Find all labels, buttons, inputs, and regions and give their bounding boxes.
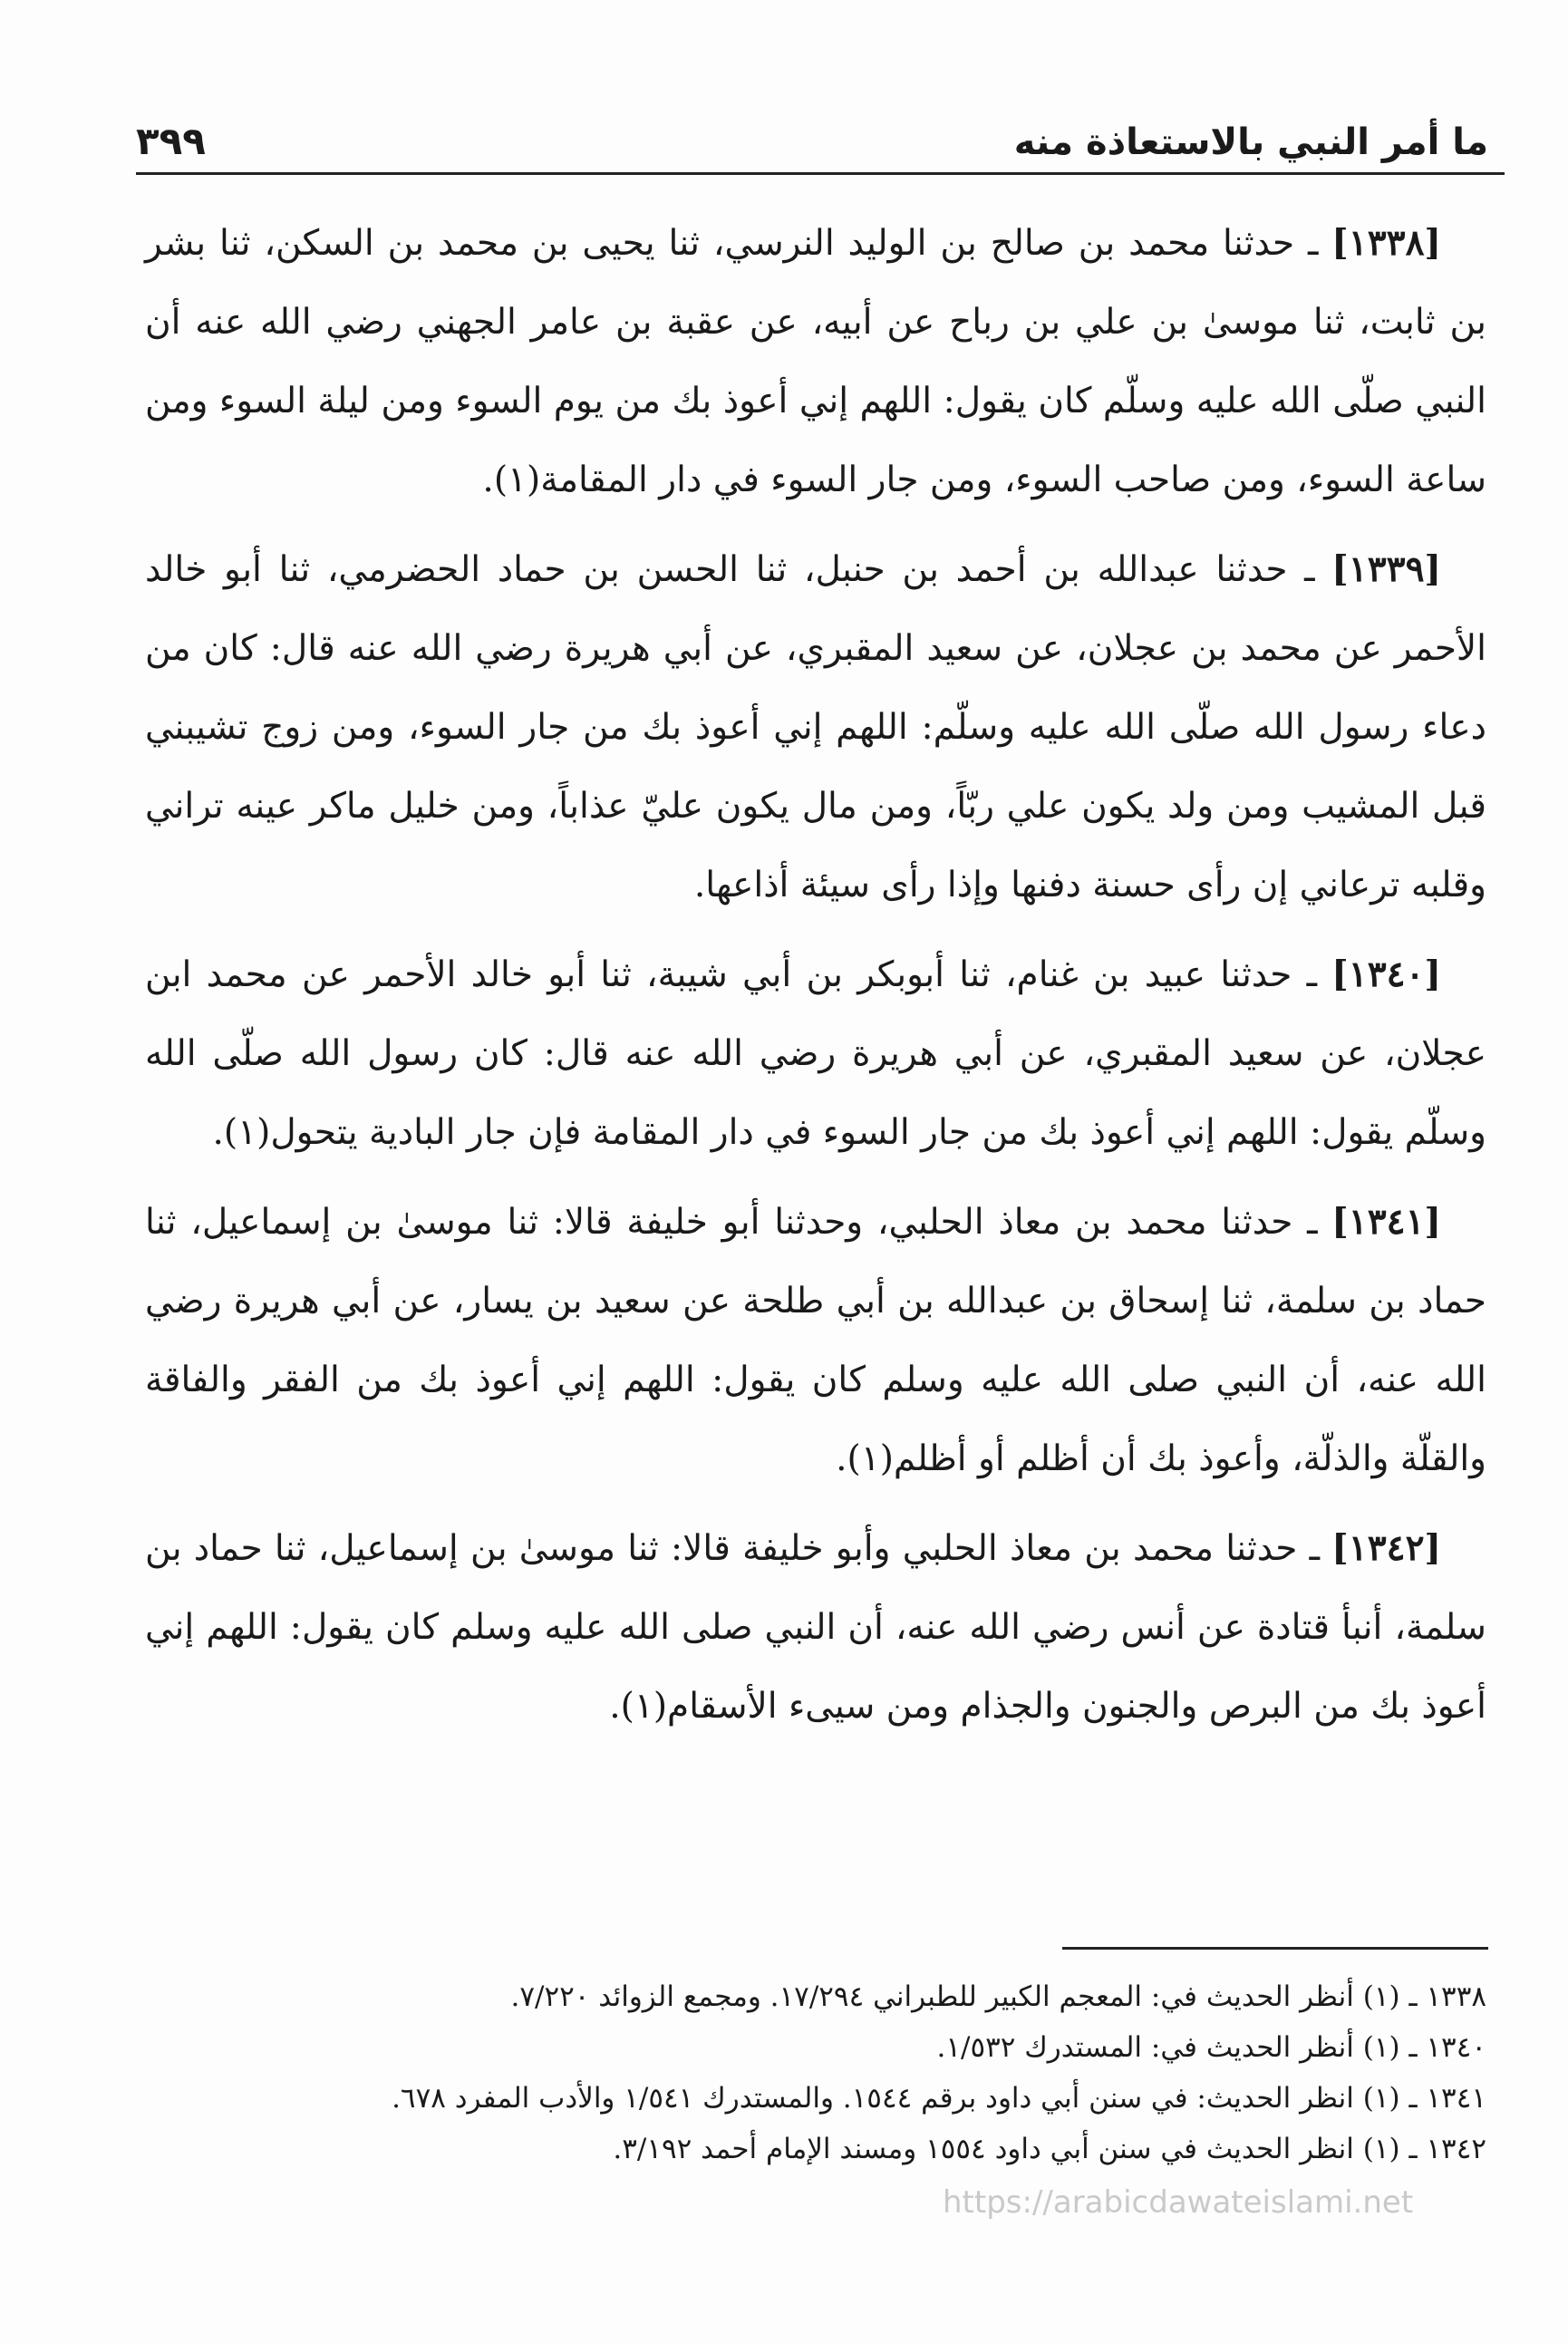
- hadith-number: [١٣٤٠]: [1331, 954, 1441, 995]
- hadith-number: [١٣٤١]: [1331, 1201, 1441, 1243]
- hadith-text: ـ حدثنا عبيد بن غنام، ثنا أبوبكر بن أبي شيبة، ثنا أبو خالد الأحمر عن محمد ابن عجلان، عن سعيد المقبري، عن أبي هريرة رضي الله عنه قال: كان رسول الله صلّى الله وسلّم يقول: اللهم إني أعوذ بك من جار السوء في دار المقامة فإن جار البادية يتحول(١).: [145, 954, 1486, 1153]
- hadith-number: [١٣٣٨]: [1331, 222, 1441, 264]
- hadith-paragraph: [145, 530, 1486, 925]
- hadith-text: ـ حدثنا محمد بن صالح بن الوليد النرسي، ثنا يحيى بن محمد بن السكن، ثنا بشر بن ثابت، ثنا موسىٰ بن علي بن رباح عن أبيه، عن عقبة بن عامر الجهني رضي الله عنه أن النبي صلّى الله عليه وسلّم كان يقول: اللهم إني أعوذ بك من يوم السوء ومن ليلة السوء ومن ساعة السوء، ومن صاحب السوء، ومن جار السوء في دار المقامة(١).: [145, 223, 1486, 500]
- footnote: ١٣٤١ ـ (١) انظر الحديث: في سنن أبي داود برقم ١٥٤٤. والمستدرك ١/٥٤١ والأدب المفرد ٦٧٨.: [392, 2082, 1486, 2115]
- hadith-text: ـ حدثنا محمد بن معاذ الحلبي، وحدثنا أبو خليفة قالا: ثنا موسىٰ بن إسماعيل، ثنا حماد بن سلمة، ثنا إسحاق بن عبدالله بن أبي طلحة عن سعيد بن يسار، عن أبي هريرة رضي الله عنه، أن النبي صلى الله عليه وسلم كان يقول: اللهم إني أعوذ بك من الفقر والفاقة والقلّة والذلّة، وأعوذ بك أن أظلم أو أظلم(١).: [145, 1202, 1486, 1479]
- hadith-text: ـ حدثنا محمد بن معاذ الحلبي وأبو خليفة قالا: ثنا موسىٰ بن إسماعيل، ثنا حماد بن سلمة، أنبأ قتادة عن أنس رضي الله عنه، أن النبي صلى الله عليه وسلم كان يقول: اللهم إني أعوذ بك من البرص والجنون والجذام ومن سيىء الأسقام(١).: [145, 1528, 1486, 1727]
- hadith-number: [١٣٤٢]: [1331, 1527, 1441, 1569]
- page-number: ٣٩٩: [136, 119, 206, 163]
- footnotes: [145, 1971, 1486, 2174]
- hadith-text: ـ حدثنا عبدالله بن أحمد بن حنبل، ثنا الحسن بن حماد الحضرمي، ثنا أبو خالد الأحمر عن محمد بن عجلان، عن سعيد المقبري، عن أبي هريرة رضي الله عنه قال: كان من دعاء رسول الله صلّى الله عليه وسلّم: اللهم إني أعوذ بك من جار السوء، ومن زوج تشيبني قبل المشيب ومن ولد يكون علي ربّاً، ومن مال يكون عليّ عذاباً، ومن خليل ماكر عينه تراني وقلبه ترعاني إن رأى حسنة دفنها وإذا رأى سيئة أذاعها.: [145, 549, 1486, 905]
- main-text: [145, 204, 1486, 1757]
- running-header: [136, 100, 1488, 163]
- header-divider: [136, 172, 1505, 175]
- hadith-paragraph: [145, 1509, 1486, 1746]
- chapter-title: ما أمر النبي بالاستعاذة منه: [1013, 121, 1488, 163]
- hadith-paragraph: [145, 204, 1486, 519]
- footnote-divider: [1062, 1947, 1488, 1950]
- footnote: ١٣٤٠ ـ (١) أنظر الحديث في: المستدرك ١/٥٣٢.: [936, 2031, 1486, 2064]
- hadith-paragraph: [145, 935, 1486, 1172]
- hadith-number: [١٣٣٩]: [1331, 548, 1441, 590]
- footnote: ١٣٤٢ ـ (١) انظر الحديث في سنن أبي داود ١٥٥٤ ومسند الإمام أحمد ٣/١٩٢.: [613, 2133, 1486, 2165]
- footnote: ١٣٣٨ ـ (١) أنظر الحديث في: المعجم الكبير للطبراني ١٧/٢٩٤. ومجمع الزوائد ٧/٢٢٠.: [510, 1980, 1486, 2013]
- hadith-paragraph: [145, 1183, 1486, 1498]
- watermark-url: https://arabicdawateislami.net: [943, 2184, 1414, 2221]
